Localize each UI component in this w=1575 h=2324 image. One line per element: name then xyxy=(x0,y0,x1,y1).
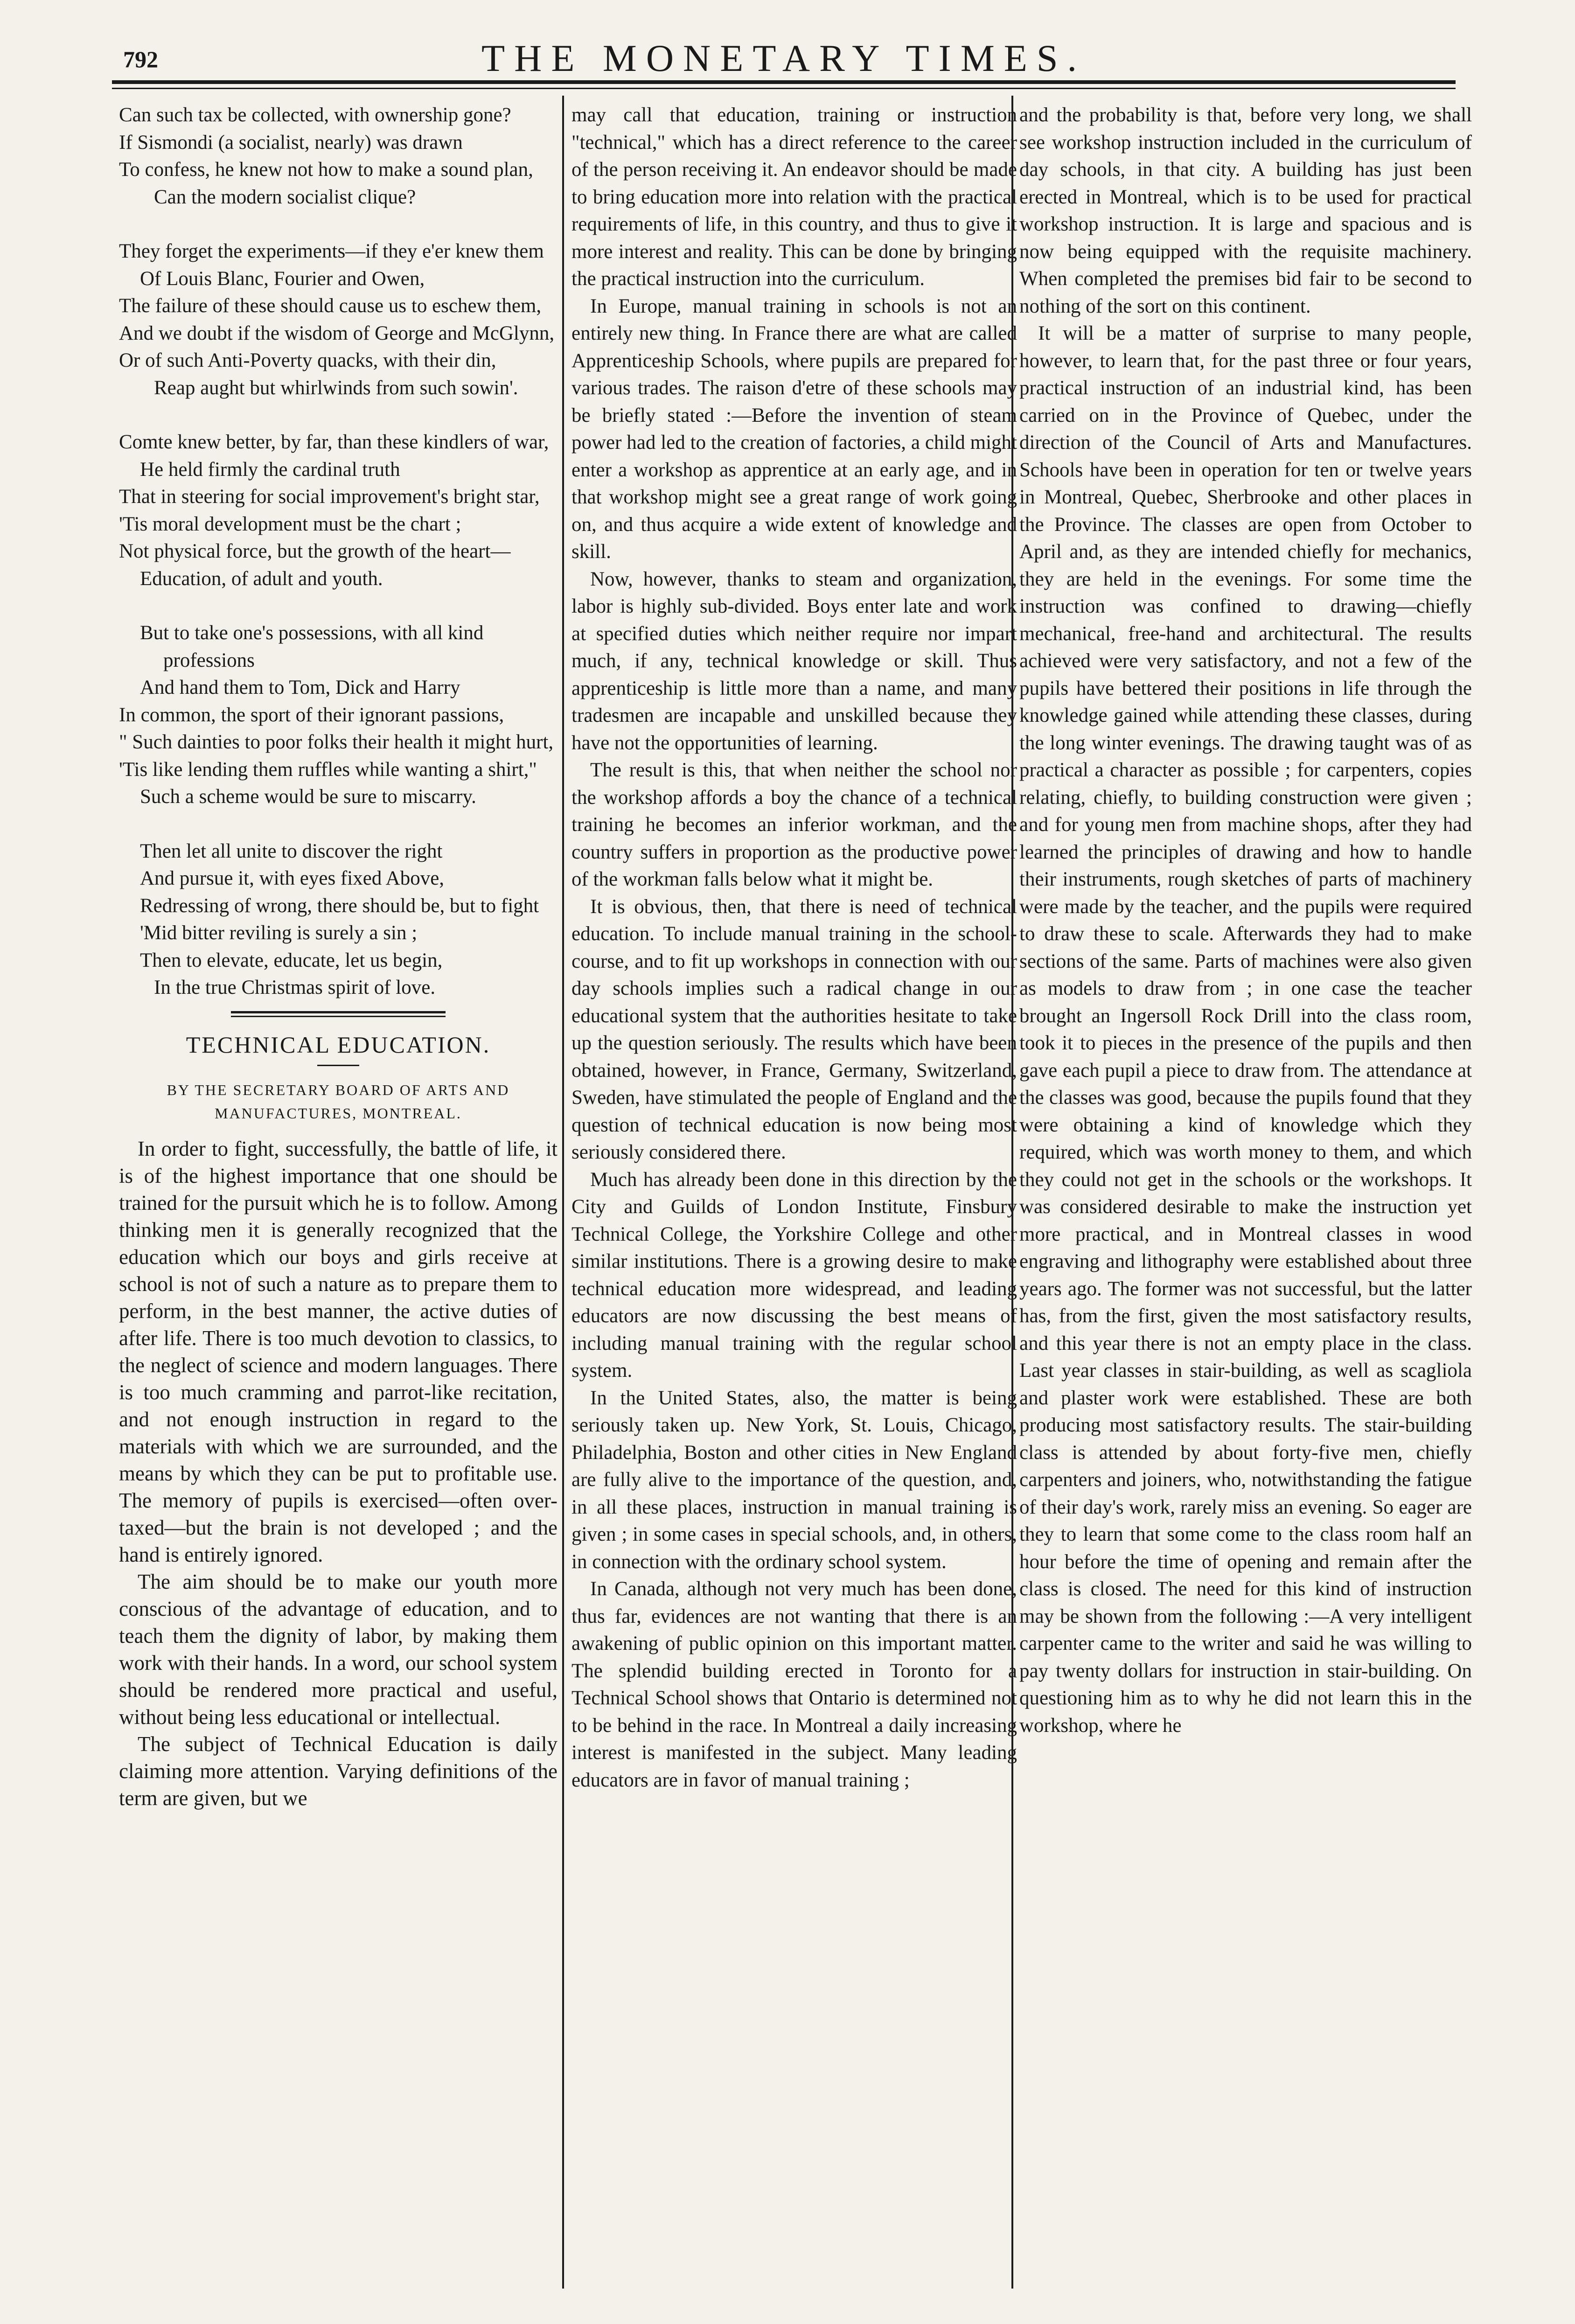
poem-line: Education, of adult and youth. xyxy=(140,567,383,590)
poem-line: Such a scheme would be sure to miscarry. xyxy=(140,786,476,808)
poem-line: In common, the sport of their ignorant passions, xyxy=(119,704,504,726)
article-title: TECHNICAL EDUCATION. xyxy=(186,1031,491,1058)
poem-line: Or of such Anti-Poverty quacks, with their din, xyxy=(119,349,496,371)
column-2 xyxy=(571,102,1017,2295)
masthead-title: THE MONETARY TIMES. xyxy=(481,37,1086,79)
poem-line: In the true Christmas spirit of love. xyxy=(154,977,436,998)
poem-line: Then to elevate, educate, let us begin, xyxy=(140,949,443,971)
article-paragraph: In the United States, also, the matter is being seriously taken up. New York, St. Louis, Chicago, Philadelphia, Boston and other cities in New England are fully alive to the importance of the question, and, in all these places, instruction in manual training is given ; in some cases in special schools, and, in others, in connection with the ordinary school system. xyxy=(571,1387,1017,1573)
poem xyxy=(119,102,558,1002)
poem-line: 'Tis moral development must be the chart ; xyxy=(119,513,461,535)
header-rule-thin xyxy=(112,88,1456,89)
section-divider xyxy=(119,1011,558,1017)
article-byline xyxy=(119,1078,558,1125)
page-header xyxy=(112,28,1456,89)
poem-line: Not physical force, but the growth of the heart— xyxy=(119,540,511,562)
poem-line: And we doubt if the wisdom of George and McGlynn, xyxy=(119,322,555,344)
poem-stanza xyxy=(119,838,558,1002)
article-paragraph: Much has already been done in this direction by the City and Guilds of London Institute, Finsbury Technical College, the Yorkshire College and other similar institutions. There is a growing desire to make technical education more widespread, and leading educators are now discussing the best means of including manual training with the regular school system. xyxy=(571,1168,1017,1382)
byline-line: BY THE SECRETARY BOARD OF ARTS AND xyxy=(167,1082,510,1098)
poem-stanza xyxy=(119,238,558,402)
header-rule-thick xyxy=(112,80,1456,84)
poem-line: And pursue it, with eyes fixed Above, xyxy=(140,867,445,889)
poem-line: Can such tax be collected, with ownership gone? xyxy=(119,104,511,126)
title-rule xyxy=(317,1065,359,1066)
column-1 xyxy=(119,102,558,2295)
poem-line: To confess, he knew not how to make a sound plan, xyxy=(119,159,533,181)
article-paragraph-continued: may call that education, training or instruction "technical," which has a direct reference to the career of the person receiving it. An endeavor should be made to bring education more into relation with the practical requirements of life, in this country, and thus to give it more interest and reality. This can be done by bringing the practical instruction into the curriculum. xyxy=(571,104,1017,290)
poem-line: And hand them to Tom, Dick and Harry xyxy=(140,677,460,698)
poem-line: Of Louis Blanc, Fourier and Owen, xyxy=(140,267,425,290)
poem-line: Comte knew better, by far, than these kindlers of war, xyxy=(119,431,549,453)
poem-line: They forget the experiments—if they e'er knew them xyxy=(119,240,544,262)
poem-line: Reap aught but whirlwinds from such sowin'. xyxy=(154,377,518,399)
poem-stanza xyxy=(119,620,558,811)
column-divider xyxy=(562,96,564,2289)
article-paragraph: In order to fight, successfully, the battle of life, it is of the highest importance that one should be trained for the pursuit which he is to follow. Among thinking men it is generally recognized that the education which our boys and girls receive at school is not of such a nature as to prepare them to perform, in the best manner, the active duties of after life. There is too much devotion to classics, to the neglect of science and modern languages. There is too much cramming and parrot-like recitation, and not enough instruction in regard to the materials with which we are surrounded, and the means by which they can be put to profitable use. The memory of pupils is exercised—often over-taxed—but the brain is not developed ; and the hand is entirely ignored. xyxy=(119,1137,558,1566)
poem-line: If Sismondi (a socialist, nearly) was drawn xyxy=(119,131,463,154)
article-paragraph: It is obvious, then, that there is need of technical education. To include manual training in the school-course, and to fit up workshops in connection with our day schools implies such a radical change in our educational system that the authorities hesitate to take up the question seriously. The results which have been obtained, however, in France, Germany, Switzerland, Sweden, have stimulated the people of England and the question of technical education is now being most seriously considered there. xyxy=(571,895,1017,1163)
poem-line: Redressing of wrong, there should be, but to fight xyxy=(140,894,539,917)
article-paragraph: The result is this, that when neither the school nor the workshop affords a boy the chance of a technical training he becomes an inferior workman, and the country suffers in proportion as the productive power of the workman falls below what it might be. xyxy=(571,759,1017,890)
article-paragraph-continued: and the probability is that, before very long, we shall see workshop instruction included in the curriculum of day schools, in that city. A building has just been erected in Montreal, which is to be used for practical workshop instruction. It is large and spacious and is now being equipped with the requisite machinery. When completed the premises bid fair to be second to nothing of the sort on this continent. xyxy=(1019,104,1472,317)
article-paragraph: It will be a matter of surprise to many people, however, to learn that, for the past three or four years, practical instruction of an industrial kind, has been carried on in the Province of Quebec, under the direction of the Council of Arts and Manufactures. Schools have been in operation for ten or twelve years in Montreal, Quebec, Sherbrooke and other places in the Province. The classes are open from October to April and, as they are intended chiefly for mechanics, they are held in the evenings. For some time the instruction was confined to drawing—chiefly mechanical, free-hand and architectural. The results achieved were very satisfactory, and not a few of the pupils have bettered their positions in life through the knowledge gained while attending these classes, during the long winter evenings. The drawing taught was of as practical a character as possible ; for carpenters, copies relating, chiefly, to building construction were given ; and for young men from machine shops, after they had learned the principles of drawing and how to handle their instruments, rough sketches of parts of machinery were made by the teacher, and the pupils were required to draw these to scale. Afterwards they had to make sections of the same. Parts of machines were also given as models to draw from ; in one case the teacher brought an Ingersoll Rock Drill into the class room, took it to pieces in the presence of the pupils and then gave each pupil a piece to draw from. The attendance at the classes was good, because the pupils found that they were obtaining a kind of knowledge which they required, which was worth money to them, and which they could not get in the schools or the workshops. It was considered desirable to make the instruction yet more practical, and in Montreal classes in wood engraving and lithography were established about three years ago. The former was not successful, but the latter has, from the first, given the most satisfactory results, and this year there is not an empty place in the class. Last year classes in stair-building, as well as scagliola and plaster work were established. These are both producing most satisfactory results. The stair-building class is attended by about forty-five men, chiefly carpenters and joiners, who, notwithstanding the fatigue of their day's work, rarely miss an evening. So eager are they to learn that some come to the class room half an hour before the time of opening and remain after the class is closed. The need for this kind of instruction may be shown from the following :—A very intelligent carpenter came to the writer and said he was willing to pay twenty dollars for instruction in stair-building. On questioning him as to why he did not learn this in the workshop, where he xyxy=(1019,322,1472,1737)
poem-line: Can the modern socialist clique? xyxy=(154,186,416,208)
poem-line: 'Mid bitter reviling is surely a sin ; xyxy=(140,922,418,944)
poem-line: That in steering for social improvement's bright star, xyxy=(119,486,540,508)
article-paragraph: The subject of Technical Education is daily claiming more attention. Varying definitions of the term are given, but we xyxy=(119,1732,558,1810)
page-number: 792 xyxy=(123,46,158,72)
poem-line: " Such dainties to poor folks their health it might hurt, xyxy=(119,731,554,753)
poem-stanza xyxy=(119,429,558,593)
poem-line: But to take one's possessions, with all kind professions xyxy=(140,622,484,671)
poem-line: The failure of these should cause us to eschew them, xyxy=(119,295,542,317)
poem-line: He held firmly the cardinal truth xyxy=(140,458,400,481)
poem-line: Then let all unite to discover the right xyxy=(140,840,443,862)
poem-line: 'Tis like lending them ruffles while wanting a shirt," xyxy=(119,758,537,781)
article-paragraph: In Europe, manual training in schools is not an entirely new thing. In France there are what are called Apprenticeship Schools, where pupils are prepared for various trades. The raison d'etre of these schools may be briefly stated :—Before the invention of steam power had led to the creation of factories, a child might enter a workshop as apprentice at an early age, and in that workshop might see a great range of work going on, and thus acquire a wide extent of knowledge and skill. xyxy=(571,295,1017,563)
poem-stanza xyxy=(119,102,558,211)
article-paragraph: In Canada, although not very much has been done, thus far, evidences are not wanting that there is an awakening of public opinion on this important matter. The splendid building erected in Toronto for a Technical School shows that Ontario is determined not to be behind in the race. In Montreal a daily increasing interest is manifested in the subject. Many leading educators are in favor of manual training ; xyxy=(571,1578,1017,1791)
column-3 xyxy=(1019,102,1472,2295)
article-paragraph: The aim should be to make our youth more conscious of the advantage of education, and to teach them the dignity of labor, by making them work with their hands. In a word, our school system should be rendered more practical and useful, without being less educational or intellectual. xyxy=(119,1570,558,1729)
byline-line: MANUFACTURES, MONTREAL. xyxy=(215,1105,462,1122)
article-paragraph: Now, however, thanks to steam and organization, labor is highly sub-divided. Boys enter late and work at specified duties which neither require nor impart much, if any, technical knowledge or skill. Thus apprenticeship is little more than a name, and many tradesmen are incapable and unskilled because they have not the opportunities of learning. xyxy=(571,568,1017,754)
